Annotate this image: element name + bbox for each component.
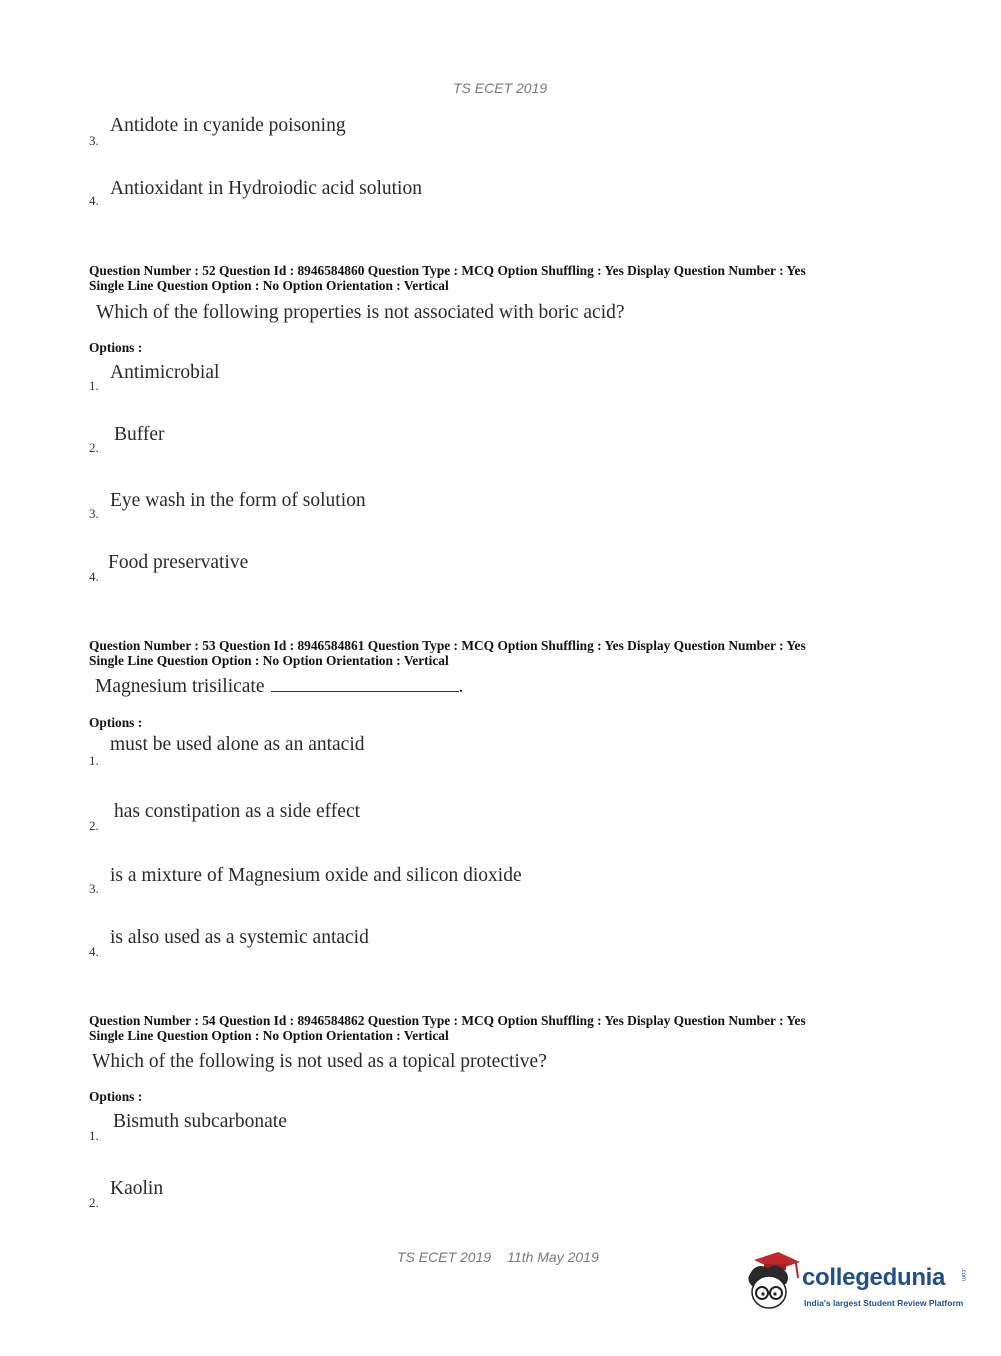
option-number: 3. [89,133,99,148]
option-text: Food preservative [108,552,249,573]
fill-in-blank-line [271,690,459,692]
option-text: Bismuth subcarbonate [113,1111,287,1132]
footer-date: 11th May 2019 [507,1249,599,1265]
option-text: Eye wash in the form of solution [110,490,366,511]
question-meta [89,638,806,668]
question-meta-line: Question Number : 54 Question Id : 8946584862 Question Type : MCQ Option Shuffling : Yes Display Question Number : Yes [89,1013,806,1028]
question-meta-line: Question Number : 52 Question Id : 8946584860 Question Type : MCQ Option Shuffling : Yes Display Question Number : Yes [89,263,806,278]
option-number: 2. [89,440,99,455]
question-meta-line: Question Number : 53 Question Id : 8946584861 Question Type : MCQ Option Shuffling : Yes Display Question Number : Yes [89,638,806,653]
question-meta [89,1013,806,1043]
footer-exam: TS ECET 2019 [397,1249,492,1265]
question-text-end: . [458,676,464,697]
option-text: Kaolin [110,1178,164,1199]
option-text: Buffer [114,424,165,445]
option-number: 1. [89,378,99,393]
option-number: 4. [89,569,99,584]
option-number: 4. [89,193,99,208]
question-text: Which of the following is not used as a topical protective? [92,1051,547,1072]
options-label: Options : [89,1089,143,1104]
option-number: 4. [89,944,99,959]
option-text: Antioxidant in Hydroiodic acid solution [110,178,422,199]
option-number: 1. [89,753,99,768]
question-text [95,676,463,698]
options-label: Options : [89,340,143,355]
option-number: 3. [89,506,99,521]
page-header: TS ECET 2019 [453,80,548,96]
option-text: Antidote in cyanide poisoning [110,115,346,136]
option-text: Antimicrobial [110,362,220,383]
question-meta-line: Single Line Question Option : No Option Orientation : Vertical [89,1028,449,1043]
logo-tagline: India's largest Student Review Platform [804,1298,964,1308]
option-number: 1. [89,1128,99,1143]
option-number: 2. [89,1195,99,1210]
question-meta-line: Single Line Question Option : No Option Orientation : Vertical [89,653,449,668]
option-number: 3. [89,881,99,896]
question-meta [89,263,806,293]
options-label: Options : [89,715,143,730]
option-text: has constipation as a side effect [114,801,361,822]
mascot-icon [742,1248,802,1314]
logo-wordmark: collegedunia [802,1264,946,1291]
page-footer [397,1249,599,1265]
option-text: is a mixture of Magnesium oxide and silicon dioxide [110,865,522,886]
question-meta-line: Single Line Question Option : No Option Orientation : Vertical [89,278,449,293]
question-text-main: Magnesium trisilicate [95,676,265,697]
option-text: must be used alone as an antacid [110,734,365,755]
option-number: 2. [89,818,99,833]
question-text: Which of the following properties is not associated with boric acid? [96,302,625,323]
logo-suffix: .com [960,1268,966,1282]
collegedunia-logo [742,1248,972,1318]
option-text: is also used as a systemic antacid [110,927,369,948]
